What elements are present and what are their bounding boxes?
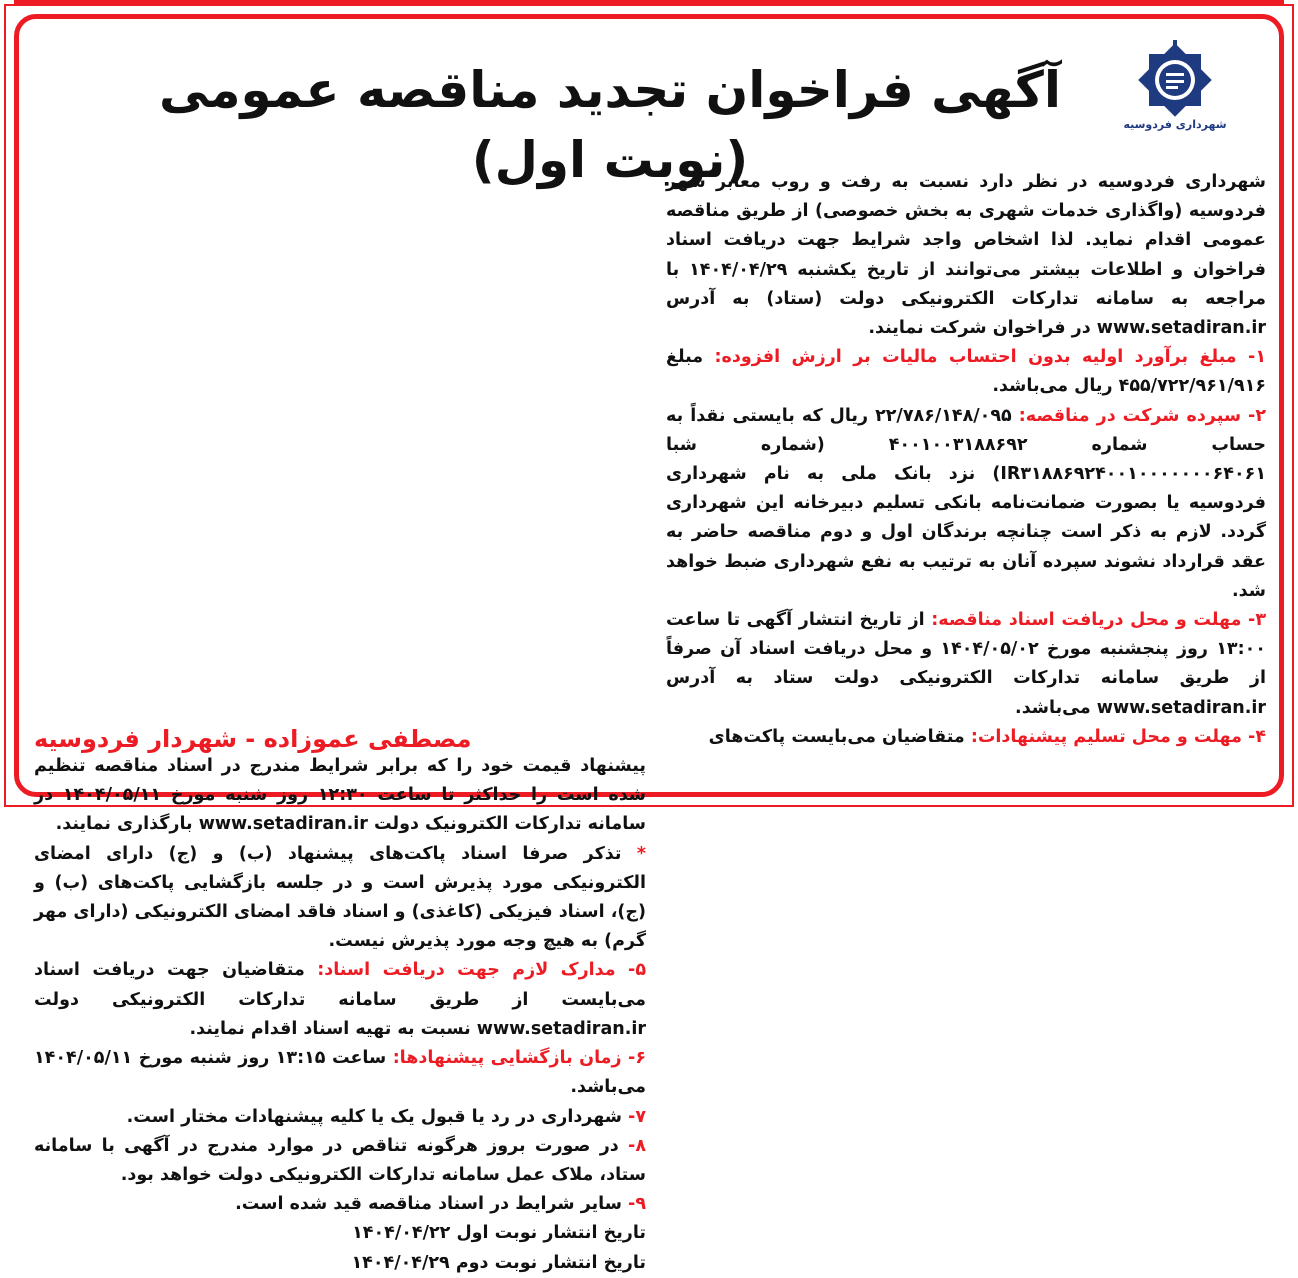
item-4-label: ۴- مهلت و محل تسلیم پیشنهادات: bbox=[970, 726, 1266, 747]
item-5-text: متقاضیان جهت دریافت اسناد می‌بایست از طریق سامانه تدارکات الکترونیکی دولت www.setadiran.ir نسبت به تهیه اسناد اقدام نمایند. bbox=[34, 960, 646, 1039]
item-3-label: ۳- مهلت و محل دریافت اسناد مناقصه: bbox=[931, 610, 1266, 631]
signature: مصطفی عموزاده - شهردار فردوسیه bbox=[34, 725, 472, 753]
intro-paragraph: شهرداری فردوسیه در نظر دارد نسبت به رفت و روب معابر شهر فردوسیه (واگذاری خدمات شهری به بخش خصوصی) از طریق مناقصه عمومی اقدام نماید. لذا اشخاص واجد شرایط جهت دریافت اسناد فراخوان و اطلاعات بیشتر می‌توانند از تاریخ یکشنبه ۱۴۰۴/۰۴/۲۹ با مراجعه به سامانه تدارکات الکترونیکی دولت (ستاد) به آدرس www.setadiran.ir در فراخوان شرکت نمایند. bbox=[666, 172, 1266, 339]
item-6-text: ساعت ۱۳:۱۵ روز شنبه مورخ ۱۴۰۴/۰۵/۱۱ می‌باشد. bbox=[34, 1048, 646, 1098]
item-1 bbox=[666, 343, 1266, 401]
note-text: تذکر صرفا اسناد پاکت‌های پیشنهاد (ب) و (ج) دارای امضای الکترونیکی مورد پذیرش است و در جلسه بازگشایی پاکت‌های (ب) و (ج)، اسناد فیزیکی (کاغذی) و اسناد فاقد امضای الکترونیکی (دارای مهر گرم) به هیچ وجه مورد پذیرش نیست. bbox=[34, 843, 646, 952]
item-3-text: از تاریخ انتشار آگهی تا ساعت ۱۳:۰۰ روز پنجشنبه مورخ ۱۴۰۴/۰۵/۰۲ و محل دریافت اسناد آن صرفاً از طریق سامانه تدارکات الکترونیکی دولت ستاد به آدرس www.setadiran.ir می‌باشد. bbox=[666, 610, 1266, 718]
note-star: * bbox=[621, 843, 646, 864]
item-8-text: در صورت بروز هرگونه تناقص در موارد مندرج در آگهی با سامانه ستاد، ملاک عمل سامانه تدارکات الکترونیکی دولت خواهد بود. bbox=[34, 1135, 646, 1185]
publication-date-second: تاریخ انتشار نوبت دوم ۱۴۰۴/۰۴/۲۹ bbox=[351, 1252, 646, 1273]
item-2-text: ۲۲/۷۸۶/۱۴۸/۰۹۵ ریال که بایستی نقداً به حساب شماره ۴۰۰۱۰۰۳۱۸۸۶۹۲ (شماره شبا IR۳۱۸۸۶۹۲۴۰۰۱۰۰۰۰۰۰۰۶۴۰۶۱) نزد بانک ملی به نام شهرداری فردوسیه یا بصورت ضمانت‌نامه بانکی تسلیم دبیرخانه این شهرداری گردد. لازم به ذکر است چنانچه برندگان اول و دوم مناقصه حاضر به عقد قرارداد نشوند سپرده آنان به ترتیب به نفع شهرداری ضبط خواهد شد. bbox=[666, 405, 1266, 601]
item-3 bbox=[666, 606, 1266, 723]
item-5-label: ۵- مدارک لازم جهت دریافت اسناد: bbox=[317, 960, 646, 981]
item-2-label: ۲- سپرده شرکت در مناقصه: bbox=[1018, 405, 1267, 426]
item-9-label: ۹- bbox=[628, 1194, 646, 1215]
item-4 bbox=[666, 723, 1266, 752]
item-5 bbox=[34, 956, 646, 1044]
item-6-label: ۶- زمان بازگشایی پیشنهادها: bbox=[392, 1048, 646, 1069]
logo-caption: شهرداری فردوسیه bbox=[1123, 118, 1227, 131]
note-paragraph bbox=[34, 840, 646, 957]
item-1-text: مبلغ ۴۵۵/۷۲۲/۹۶۱/۹۱۶ ریال می‌باشد. bbox=[666, 347, 1266, 397]
continuation-paragraph: پیشنهاد قیمت خود را که برابر شرایط مندرج در اسناد مناقصه تنظیم شده است را حداکثر تا ساعت ۱۲:۳۰ روز شنبه مورخ ۱۴۰۴/۰۵/۱۱ در سامانه تدارکات الکترونیک دولت www.setadiran.ir بارگذاری نمایند. bbox=[34, 756, 647, 835]
item-8 bbox=[34, 1132, 646, 1190]
item-9 bbox=[34, 1190, 646, 1219]
item-7-text: شهرداری در رد یا قبول یک یا کلیه پیشنهادات مختار است. bbox=[126, 1106, 629, 1127]
right-column bbox=[666, 168, 1266, 752]
item-4-text: متقاضیان می‌بایست پاکت‌های bbox=[708, 726, 971, 747]
item-2 bbox=[666, 402, 1266, 606]
item-6 bbox=[34, 1044, 646, 1102]
item-7-label: ۷- bbox=[628, 1106, 646, 1127]
item-7 bbox=[34, 1103, 646, 1132]
left-column bbox=[34, 752, 646, 1278]
page-title: آگهی فراخوان تجدید مناقصه عمومی (نوبت اول) bbox=[158, 61, 1061, 189]
item-8-label: ۸- bbox=[628, 1135, 646, 1156]
item-9-text: سایر شرایط در اسناد مناقصه قید شده است. bbox=[235, 1194, 629, 1215]
publication-date-first: تاریخ انتشار نوبت اول ۱۴۰۴/۰۴/۲۲ bbox=[352, 1223, 646, 1244]
municipality-emblem-icon bbox=[1132, 40, 1218, 120]
item-1-label: ۱- مبلغ برآورد اولیه بدون احتساب مالیات بر ارزش افزوده: bbox=[714, 347, 1266, 368]
